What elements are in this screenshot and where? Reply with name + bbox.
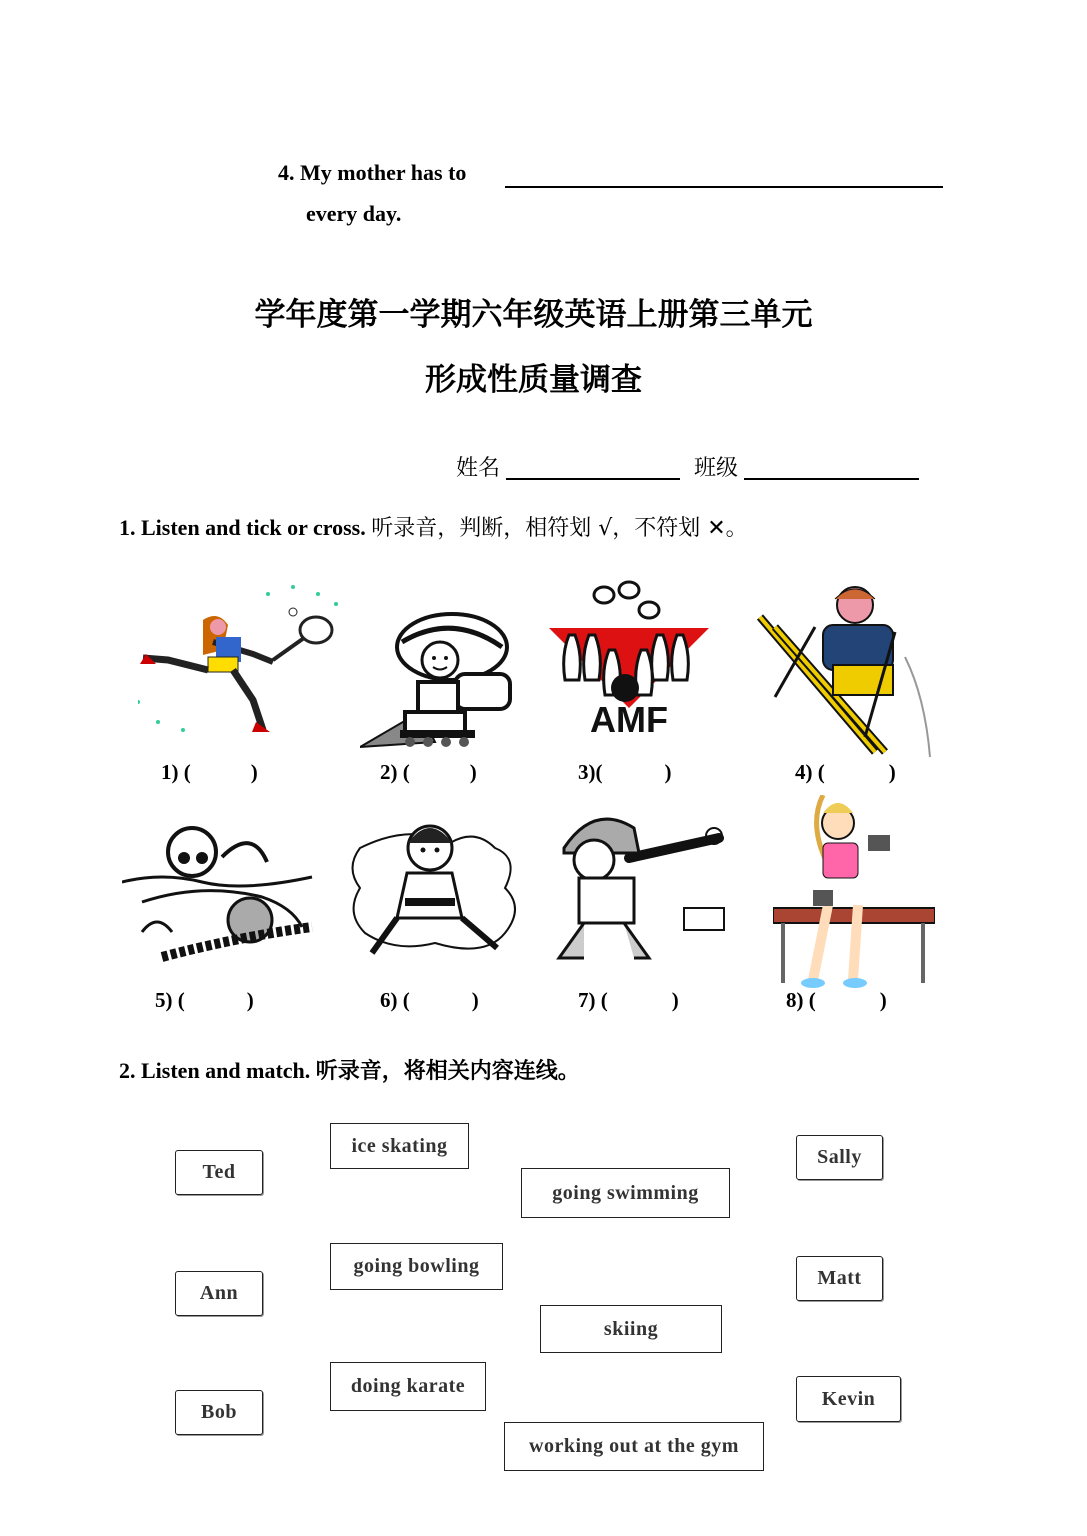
item-5-close: ) bbox=[246, 988, 254, 1012]
section-1-title: 1. Listen and tick or cross. bbox=[119, 515, 366, 540]
item-5-label: 5) ( bbox=[155, 988, 185, 1012]
item-3-close: ) bbox=[664, 760, 672, 784]
amf-logo-text: AMF bbox=[590, 699, 668, 735]
item-6-label: 6) ( bbox=[380, 988, 410, 1012]
item-7-label: 7) ( bbox=[578, 988, 608, 1012]
bowling-pins-icon bbox=[549, 580, 709, 735]
class-label: 班级 bbox=[694, 456, 739, 481]
item-1-close: ) bbox=[250, 760, 258, 784]
activity-going-bowling[interactable]: going bowling bbox=[330, 1243, 503, 1290]
swimmer-icon bbox=[122, 822, 314, 967]
question-4-suffix: every day. bbox=[306, 201, 402, 226]
right-name-kevin[interactable]: Kevin bbox=[796, 1376, 901, 1422]
item-7-close: ) bbox=[671, 988, 679, 1012]
question-4-answer-line[interactable] bbox=[505, 186, 943, 188]
skier-icon bbox=[755, 577, 933, 760]
gym-woman-icon bbox=[773, 795, 935, 990]
item-8-label: 8) ( bbox=[786, 988, 816, 1012]
activity-doing-karate[interactable]: doing karate bbox=[330, 1362, 486, 1411]
item-4-label: 4) ( bbox=[795, 760, 825, 784]
item-6-close: ) bbox=[471, 988, 479, 1012]
section-2-title: 2. Listen and match. bbox=[119, 1058, 311, 1083]
name-field[interactable] bbox=[506, 478, 680, 480]
right-name-matt[interactable]: Matt bbox=[796, 1256, 883, 1301]
item-4-close: ) bbox=[888, 760, 896, 784]
section-1-instruction: 听录音，判断，相符划 √，不符划 ✕。 bbox=[371, 516, 748, 541]
left-name-ted[interactable]: Ted bbox=[175, 1150, 263, 1195]
item-1-label: 1) ( bbox=[161, 760, 191, 784]
roller-skater-icon bbox=[360, 612, 525, 750]
question-4-prefix: 4. My mother has to bbox=[278, 160, 467, 185]
name-label: 姓名 bbox=[456, 456, 501, 481]
page-title: 学年度第一学期六年级英语上册第三单元 bbox=[254, 297, 813, 333]
baseball-batter-icon bbox=[549, 808, 729, 968]
section-2-instruction: 听录音，将相关内容连线。 bbox=[315, 1059, 580, 1084]
page-subtitle: 形成性质量调查 bbox=[425, 362, 642, 398]
section-1-heading bbox=[119, 511, 748, 542]
item-3-label: 3)( bbox=[578, 760, 603, 784]
item-2-label: 2) ( bbox=[380, 760, 410, 784]
left-name-ann[interactable]: Ann bbox=[175, 1271, 263, 1316]
activity-going-swimming[interactable]: going swimming bbox=[521, 1168, 730, 1218]
activity-skiing[interactable]: skiing bbox=[540, 1305, 722, 1353]
item-8-close: ) bbox=[879, 988, 887, 1012]
class-field[interactable] bbox=[744, 478, 919, 480]
section-2-heading bbox=[119, 1054, 580, 1085]
karate-girl-icon bbox=[345, 818, 517, 968]
activity-working-out-at-the-gym[interactable]: working out at the gym bbox=[504, 1422, 764, 1471]
tennis-player-icon bbox=[138, 582, 338, 737]
item-2-close: ) bbox=[469, 760, 477, 784]
activity-ice-skating[interactable]: ice skating bbox=[330, 1123, 469, 1169]
right-name-sally[interactable]: Sally bbox=[796, 1135, 883, 1180]
left-name-bob[interactable]: Bob bbox=[175, 1390, 263, 1435]
